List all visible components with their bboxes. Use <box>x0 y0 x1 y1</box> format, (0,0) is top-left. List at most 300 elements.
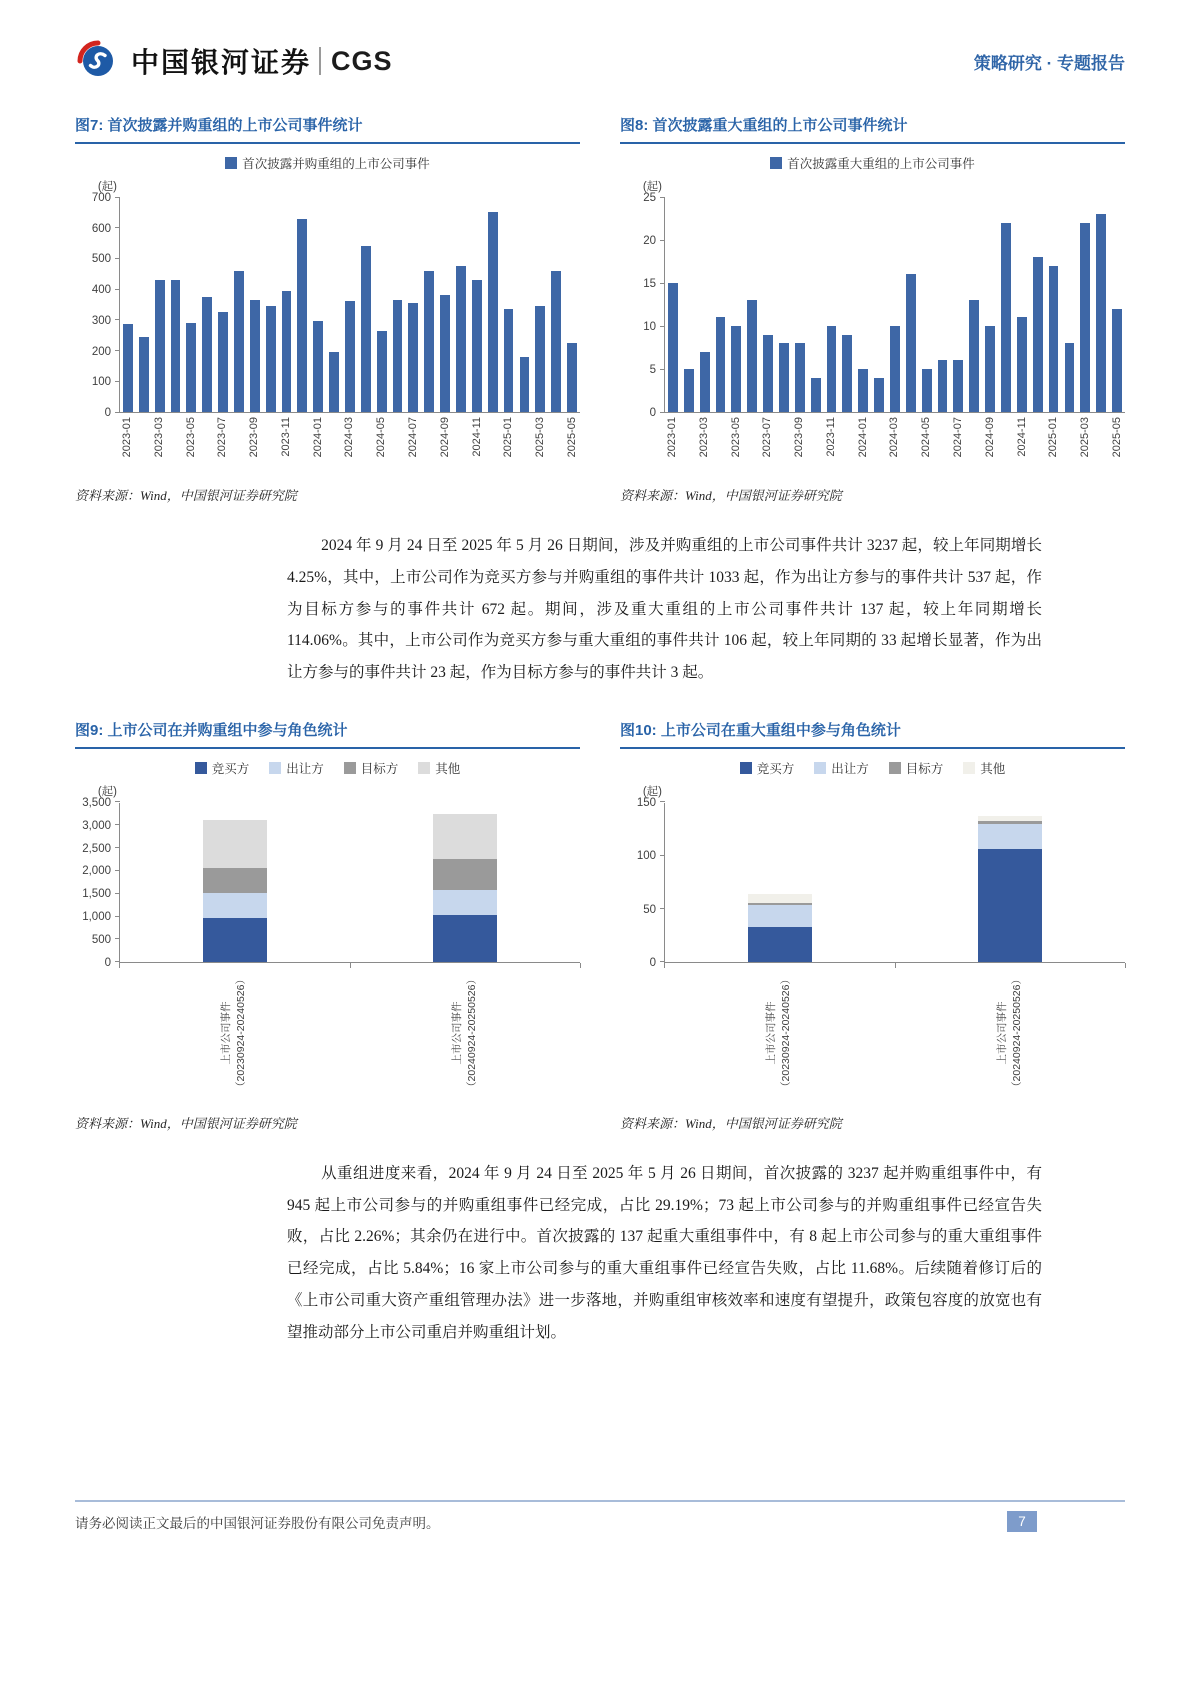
stacked-bar <box>433 814 497 962</box>
bar <box>1112 309 1122 412</box>
bar-slot <box>728 198 744 412</box>
bar <box>440 295 450 412</box>
bar <box>520 357 530 412</box>
x-label-slot <box>341 413 357 473</box>
x-category-label <box>450 968 480 1098</box>
x-tick-label: 2024-01 <box>856 417 869 458</box>
bar <box>504 309 514 412</box>
bar-slot <box>453 198 469 412</box>
legend-label: 竞买方 <box>211 761 250 776</box>
x-tick-label: 2025-03 <box>534 417 547 458</box>
y-tick-label: 100 <box>91 376 111 389</box>
figure-10-stacked-bar-chart <box>620 759 1125 1101</box>
chart-legend <box>75 759 580 777</box>
y-axis <box>620 785 664 969</box>
x-tick-label: 2023-07 <box>761 417 774 458</box>
y-tick-label: 5 <box>649 364 656 376</box>
bar <box>567 343 577 412</box>
bar-slot <box>1093 198 1109 412</box>
x-label-slot <box>696 413 712 473</box>
x-label-slot <box>855 413 871 473</box>
y-tick <box>660 283 665 284</box>
x-tick-label: 2023-03 <box>152 417 165 458</box>
legend-label: 竞买方 <box>756 761 795 776</box>
bar <box>1096 214 1106 412</box>
bar-slot <box>390 198 406 412</box>
chart-body <box>620 181 1125 473</box>
legend-label: 其他 <box>435 761 461 776</box>
bar-slot <box>564 198 580 412</box>
legend-label: 其他 <box>980 761 1006 776</box>
legend-item <box>195 759 250 777</box>
plot-area-box <box>664 803 1125 1101</box>
x-axis-labels <box>664 963 1125 1101</box>
bar-slot <box>516 198 532 412</box>
legend-item <box>740 759 795 777</box>
x-label-slot <box>405 413 421 473</box>
content <box>0 114 1200 1348</box>
bar-slot <box>713 198 729 412</box>
x-category-label-line: 上市公司事件 <box>220 1001 233 1065</box>
bar <box>747 300 757 412</box>
y-tick-label: 2,000 <box>82 865 111 878</box>
bar-slot <box>998 198 1014 412</box>
x-axis-tick <box>1125 963 1126 968</box>
x-label-slot <box>151 413 167 473</box>
bar <box>488 212 498 412</box>
bar-slot <box>199 198 215 412</box>
bar <box>456 266 466 412</box>
x-category-label-line: （20230924-20240526） <box>780 973 793 1092</box>
bar <box>731 326 741 412</box>
x-label-slot <box>1093 413 1109 473</box>
bar-slot <box>895 803 1125 962</box>
bar <box>985 326 995 412</box>
stacked-bar <box>203 820 267 962</box>
y-tick-label: 20 <box>643 235 656 247</box>
bar <box>779 343 789 412</box>
plot-area-box <box>119 198 580 473</box>
x-label-slot <box>1029 413 1045 473</box>
figure-7 <box>75 114 580 504</box>
bar-segment <box>748 905 812 926</box>
legend-swatch <box>195 762 207 774</box>
bar-slot <box>405 198 421 412</box>
y-tick <box>115 319 120 320</box>
bar-slot <box>358 198 374 412</box>
bar <box>1049 266 1059 412</box>
y-tick-label: 600 <box>91 222 111 235</box>
bar-slot <box>168 198 184 412</box>
x-label-slot <box>895 963 1126 1101</box>
bar-slot <box>279 198 295 412</box>
x-axis-tick <box>580 963 581 968</box>
x-label-slot <box>712 413 728 473</box>
x-label-slot <box>791 413 807 473</box>
bar <box>969 300 979 412</box>
figure-row-2 <box>75 719 1125 1132</box>
y-tick <box>660 801 665 802</box>
y-axis-unit-label: (起) <box>97 785 117 798</box>
bar-slot <box>350 803 580 962</box>
x-tick-label: 2023-01 <box>665 417 678 458</box>
x-label-slot <box>548 413 564 473</box>
x-label-slot <box>119 413 135 473</box>
figure-8-title: 图8: 首次披露重大重组的上市公司事件统计 <box>620 114 1125 144</box>
bar <box>535 306 545 412</box>
bar <box>700 352 710 412</box>
x-label-slot <box>278 413 294 473</box>
bar <box>842 335 852 412</box>
y-tick-label: 0 <box>649 956 656 969</box>
bar-slot <box>903 198 919 412</box>
x-label-slot <box>871 413 887 473</box>
bar-slot <box>215 198 231 412</box>
bar-segment <box>433 915 497 962</box>
bar-slot <box>120 198 136 412</box>
bar <box>408 303 418 412</box>
x-label-slot <box>183 413 199 473</box>
bar-segment <box>978 824 1042 849</box>
x-tick-label: 2024-07 <box>406 417 419 458</box>
legend-swatch <box>269 762 281 774</box>
x-tick-label: 2025-05 <box>565 417 578 458</box>
figure-10-source: 资料来源：Wind，中国银河证券研究院 <box>620 1115 842 1131</box>
bar-slot <box>294 198 310 412</box>
x-tick-label: 2025-03 <box>1079 417 1092 458</box>
legend-label: 首次披露重大重组的上市公司事件 <box>787 157 975 171</box>
bar-slot <box>532 198 548 412</box>
y-tick-label: 500 <box>91 933 111 946</box>
x-tick-label: 2024-11 <box>470 417 483 457</box>
page-header <box>0 0 1200 84</box>
legend-swatch <box>418 762 430 774</box>
figure-7-bar-chart <box>75 154 580 473</box>
x-category-label <box>995 968 1025 1098</box>
x-label-slot <box>119 963 350 1101</box>
x-label-slot <box>728 413 744 473</box>
bar-slot <box>665 803 895 962</box>
x-tick-label: 2024-01 <box>311 417 324 458</box>
y-tick-label: 3,000 <box>82 819 111 832</box>
bar <box>361 246 371 412</box>
plot-area <box>664 803 1125 963</box>
legend-swatch <box>963 762 975 774</box>
bar-slot <box>935 198 951 412</box>
bar-slot <box>183 198 199 412</box>
bar-slot <box>120 803 350 962</box>
bar <box>472 280 482 412</box>
y-tick <box>115 350 120 351</box>
plot-area <box>664 198 1125 413</box>
bar-slot <box>982 198 998 412</box>
bar-slot <box>824 198 840 412</box>
bar <box>393 300 403 412</box>
x-tick-label: 2023-11 <box>279 417 292 457</box>
y-tick <box>660 240 665 241</box>
y-tick <box>115 289 120 290</box>
cgs-logo-icon <box>75 38 121 84</box>
bar-slot <box>950 198 966 412</box>
chart-body <box>620 785 1125 1101</box>
x-tick-label: 2023-09 <box>248 417 261 458</box>
chart-legend <box>620 154 1125 172</box>
bar <box>155 280 165 412</box>
bar-slot <box>919 198 935 412</box>
legend-label: 首次披露并购重组的上市公司事件 <box>242 157 430 171</box>
x-label-slot <box>966 413 982 473</box>
bar <box>297 219 307 413</box>
bar <box>890 326 900 412</box>
y-axis <box>620 181 664 419</box>
stacked-bar <box>978 816 1042 962</box>
x-label-slot <box>198 413 214 473</box>
bars <box>665 803 1125 962</box>
x-category-label-line: （20240924-20250526） <box>465 973 478 1092</box>
bar-slot <box>136 198 152 412</box>
x-label-slot <box>469 413 485 473</box>
bar-segment <box>203 893 267 919</box>
y-tick-label: 400 <box>91 284 111 297</box>
x-label-slot <box>421 413 437 473</box>
bar <box>827 326 837 412</box>
x-label-slot <box>886 413 902 473</box>
chart-legend <box>75 154 580 172</box>
x-label-slot <box>934 413 950 473</box>
x-tick-label: 2024-07 <box>951 417 964 458</box>
bar <box>858 369 868 412</box>
bar-slot <box>776 198 792 412</box>
y-tick <box>115 847 120 848</box>
x-label-slot <box>950 413 966 473</box>
bar-slot <box>697 198 713 412</box>
bar-slot <box>485 198 501 412</box>
bar <box>282 291 292 412</box>
x-axis-tick <box>895 963 896 968</box>
x-label-slot <box>500 413 516 473</box>
bar <box>906 274 916 412</box>
y-tick-label: 50 <box>643 903 656 916</box>
legend-item <box>344 759 399 777</box>
x-label-slot <box>516 413 532 473</box>
y-tick-label: 10 <box>643 321 656 333</box>
bar-slot <box>808 198 824 412</box>
bar-slot <box>152 198 168 412</box>
x-label-slot <box>902 413 918 473</box>
y-tick <box>115 893 120 894</box>
x-tick-label: 2024-09 <box>438 417 451 458</box>
stacked-bar <box>748 894 812 962</box>
plot-area-box <box>664 198 1125 473</box>
y-tick-label: 1,500 <box>82 888 111 901</box>
bars <box>120 198 580 412</box>
legend-label: 目标方 <box>360 761 399 776</box>
y-axis-unit-label: (起) <box>642 785 662 798</box>
y-tick <box>115 824 120 825</box>
x-label-slot <box>743 413 759 473</box>
x-category-label <box>219 968 249 1098</box>
bar <box>1033 257 1043 412</box>
x-label-slot <box>532 413 548 473</box>
y-tick-label: 0 <box>104 407 111 419</box>
x-axis-labels <box>119 963 580 1101</box>
bar <box>202 297 212 412</box>
x-label-slot <box>167 413 183 473</box>
bar-slot <box>839 198 855 412</box>
bar-slot <box>231 198 247 412</box>
x-label-slot <box>664 413 680 473</box>
y-tick <box>115 870 120 871</box>
x-label-slot <box>294 413 310 473</box>
chart-body <box>75 181 580 473</box>
legend-item <box>418 759 460 777</box>
bar <box>313 321 323 412</box>
y-tick <box>660 369 665 370</box>
x-label-slot <box>135 413 151 473</box>
bar <box>377 331 387 412</box>
figure-9-source: 资料来源：Wind，中国银河证券研究院 <box>75 1115 297 1131</box>
x-tick-label: 2025-05 <box>1110 417 1123 458</box>
bar-slot <box>326 198 342 412</box>
x-label-slot <box>1014 413 1030 473</box>
x-category-label-line: （20240924-20250526） <box>1010 973 1023 1092</box>
y-tick <box>115 258 120 259</box>
legend-label: 目标方 <box>905 761 944 776</box>
bar-slot <box>855 198 871 412</box>
bar-segment <box>748 927 812 962</box>
x-axis-labels <box>664 413 1125 473</box>
bar <box>551 271 561 412</box>
bar-segment <box>203 868 267 893</box>
legend-item <box>963 759 1005 777</box>
plot-area-box <box>119 803 580 1101</box>
y-axis <box>75 181 119 419</box>
x-tick-label: 2023-01 <box>120 417 133 458</box>
x-label-slot <box>214 413 230 473</box>
bar-slot <box>1077 198 1093 412</box>
y-tick-label: 500 <box>91 253 111 266</box>
y-tick <box>115 381 120 382</box>
bar <box>234 271 244 412</box>
bar-segment <box>203 918 267 961</box>
figure-row-1 <box>75 114 1125 504</box>
bar <box>811 378 821 412</box>
bar <box>424 271 434 412</box>
figure-10 <box>620 719 1125 1132</box>
paragraph-1: 2024 年 9 月 24 日至 2025 年 5 月 26 日期间，涉及并购重组的上市公司事件共计 3237 起，较上年同期增长 4.25%，其中，上市公司作为竞买方参与并购重组的事件共计 1033 起，作为出让方参与的事件共计 537 起，作为目标方参与的事件共计 672 起。期间，涉及重大重组的上市公司事件共计 137 起，较上年同期增长 114.06%。其中，上市公司作为竞买方参与重大重组的事件共计 106 起，较上年同期的 33 起增长显著，作为出让方参与的事件共计 23 起，作为目标方参与的事件共计 3 起。 <box>287 537 1042 682</box>
bar <box>953 360 963 412</box>
x-category-label-line: （20230924-20240526） <box>235 973 248 1092</box>
x-tick-label: 2024-05 <box>375 417 388 458</box>
x-label-slot <box>437 413 453 473</box>
brand-name-en: CGS <box>331 45 393 76</box>
x-axis-tick <box>119 963 120 968</box>
x-label-slot <box>918 413 934 473</box>
paragraph-2: 从重组进度来看，2024 年 9 月 24 日至 2025 年 5 月 26 日期间，首次披露的 3237 起并购重组事件中，有 945 起上市公司参与的并购重组事件已经完成，占比 29.19%；73 起上市公司参与的并购重组事件已经宣告失败，占比 2.26%；其余仍在进行中。首次披露的 137 起重大重组事件中，有 8 起上市公司参与的重大重组事件已经完成，占比 5.84%；16 家上市公司参与的重大重组事件已经宣告失败，占比 11.68%。后续随着修订后的《上市公司重大资产重组管理办法》进一步落地，并购重组审核效率和速度有望提升，政策包容度的放宽也有望推动部分上市公司重启并购重组计划。 <box>287 1164 1042 1341</box>
bar-slot <box>548 198 564 412</box>
figure-7-source: 资料来源：Wind，中国银河证券研究院 <box>75 488 297 503</box>
y-tick <box>115 197 120 198</box>
bar <box>1065 343 1075 412</box>
legend-item <box>889 759 944 777</box>
bar-slot <box>887 198 903 412</box>
legend-label: 出让方 <box>831 761 869 776</box>
bar <box>668 283 678 412</box>
y-axis <box>75 785 119 969</box>
y-tick <box>115 227 120 228</box>
x-label-slot <box>373 413 389 473</box>
x-label-slot <box>1109 413 1125 473</box>
legend-swatch <box>889 762 901 774</box>
y-tick-label: 15 <box>643 278 656 290</box>
bar-slot <box>247 198 263 412</box>
chart-legend <box>620 759 1125 777</box>
bar <box>1017 317 1027 412</box>
x-label-slot <box>664 963 895 1101</box>
bar <box>1080 223 1090 412</box>
y-tick <box>660 855 665 856</box>
bars <box>665 198 1125 412</box>
bar-slot <box>792 198 808 412</box>
x-tick-label: 2024-05 <box>920 417 933 458</box>
x-category-label-line: 上市公司事件 <box>995 1001 1008 1065</box>
x-label-slot <box>759 413 775 473</box>
bar-slot <box>665 198 681 412</box>
legend-swatch <box>814 762 826 774</box>
figure-7-title: 图7: 首次披露并购重组的上市公司事件统计 <box>75 114 580 144</box>
y-tick-label: 0 <box>649 407 656 419</box>
brand-divider <box>319 47 321 75</box>
x-axis-tick <box>664 963 665 968</box>
x-tick-label: 2023-05 <box>729 417 742 458</box>
bar-slot <box>1046 198 1062 412</box>
bar <box>922 369 932 412</box>
disclaimer-text: 请务必阅读正文最后的中国银河证券股份有限公司免责声明。 <box>75 1515 440 1531</box>
legend-item <box>225 154 430 172</box>
bar <box>186 323 196 412</box>
bar <box>171 280 181 412</box>
bar-segment <box>433 814 497 859</box>
x-tick-label: 2024-03 <box>888 417 901 458</box>
bar <box>874 378 884 412</box>
brand-name-cn: 中国银河证券 <box>131 47 312 78</box>
x-label-slot <box>246 413 262 473</box>
plot-area <box>119 803 580 963</box>
x-label-slot <box>1061 413 1077 473</box>
page-number: 7 <box>1007 1511 1037 1532</box>
x-label-slot <box>310 413 326 473</box>
bar-slot <box>501 198 517 412</box>
legend-item <box>814 759 869 777</box>
y-tick-label: 150 <box>636 796 656 809</box>
bar <box>795 343 805 412</box>
legend-label: 出让方 <box>286 761 324 776</box>
x-label-slot <box>775 413 791 473</box>
x-label-slot <box>839 413 855 473</box>
x-label-slot <box>1045 413 1061 473</box>
figure-10-title: 图10: 上市公司在重大重组中参与角色统计 <box>620 719 1125 749</box>
page-footer <box>75 1500 1125 1532</box>
bar <box>763 335 773 412</box>
x-label-slot <box>350 963 581 1101</box>
figure-9 <box>75 719 580 1132</box>
x-tick-label: 2023-09 <box>793 417 806 458</box>
plot-area <box>119 198 580 413</box>
y-tick <box>115 938 120 939</box>
x-tick-label: 2023-07 <box>216 417 229 458</box>
bar-slot <box>744 198 760 412</box>
y-axis-unit-label: (起) <box>642 181 662 193</box>
